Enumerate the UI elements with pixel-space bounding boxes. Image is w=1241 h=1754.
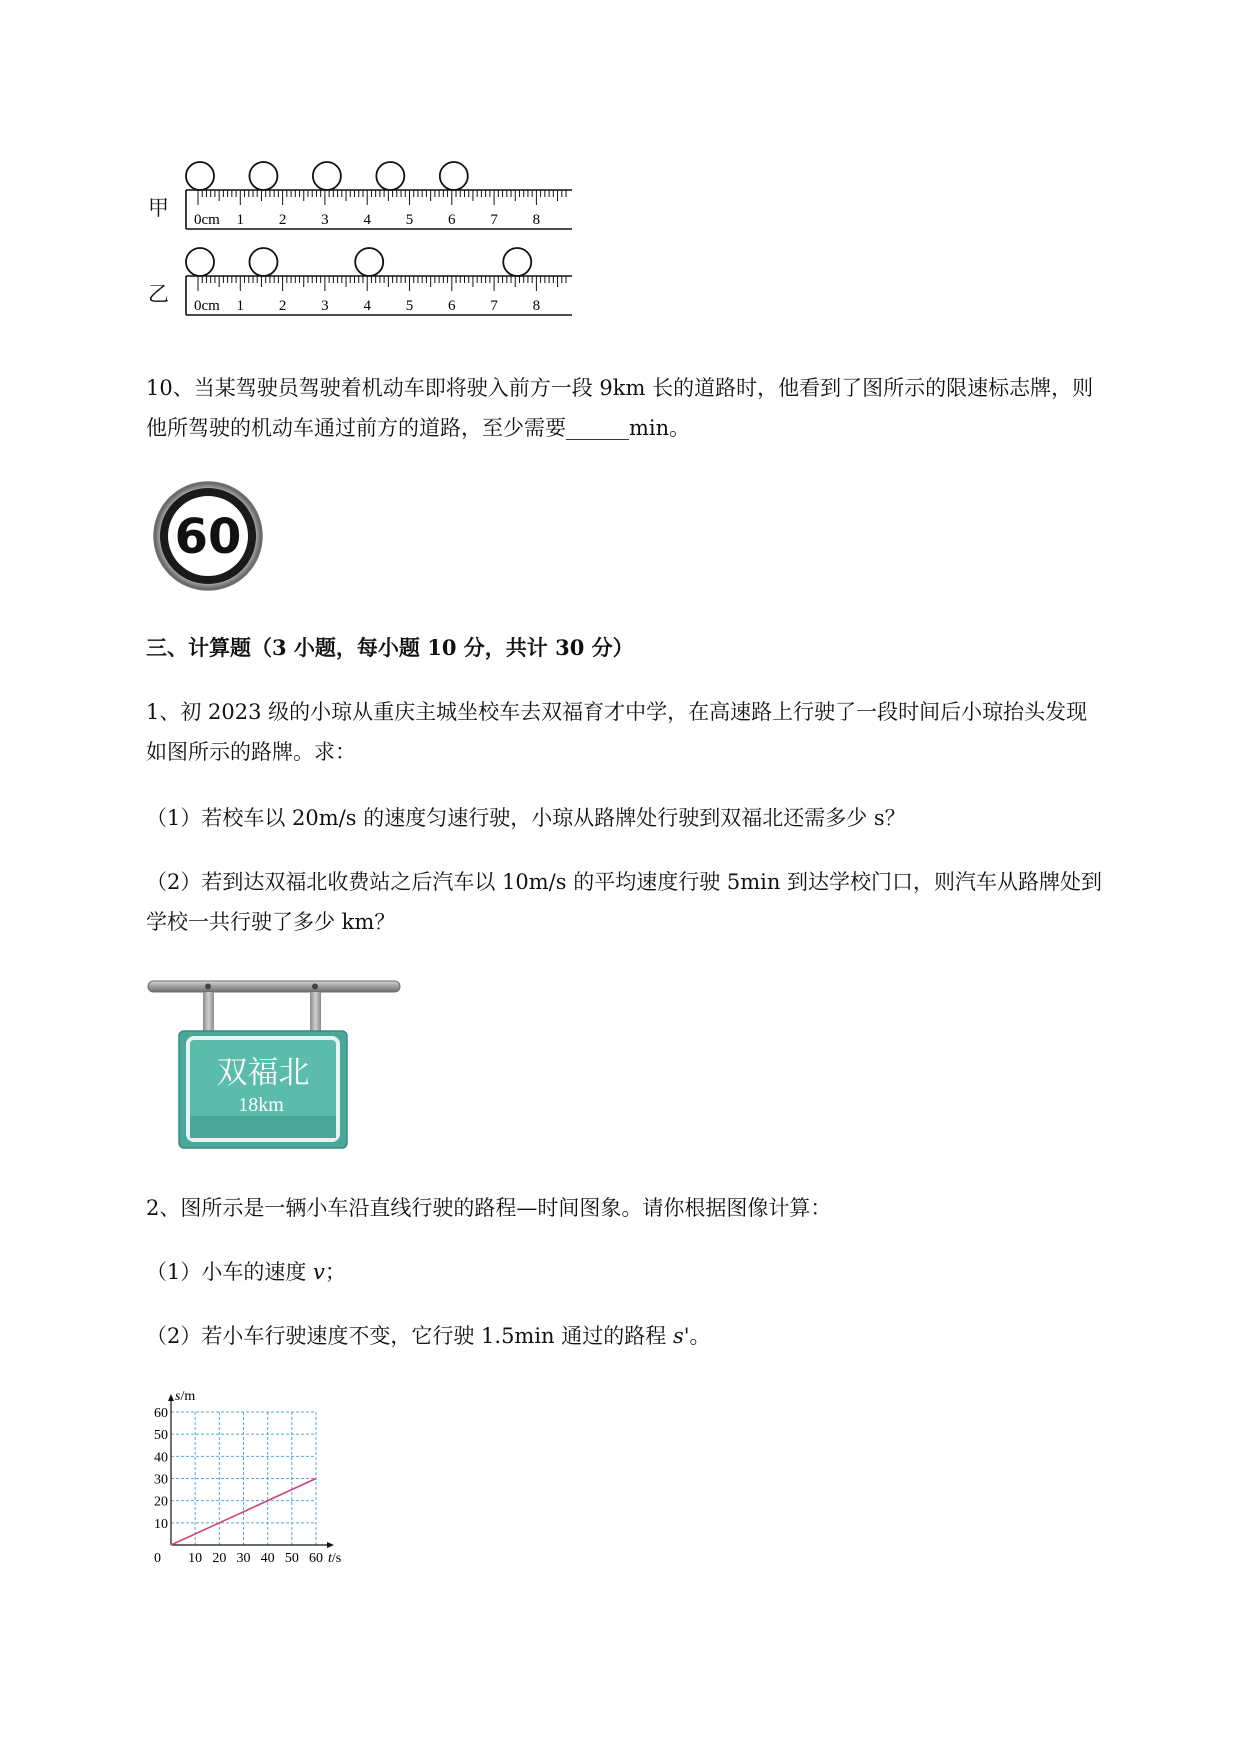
calc-question-2-sub-2 (146, 1316, 1156, 1356)
yi-tick-label: 1 (236, 298, 245, 314)
sign-board-band (190, 1116, 336, 1138)
jia-tick-label: 6 (448, 212, 456, 228)
yi-tick-label: 2 (278, 298, 287, 314)
sign-distance: 18km (238, 1094, 284, 1116)
x-tick-label: 10 (188, 1551, 203, 1566)
x-tick-label: 60 (309, 1551, 323, 1566)
question-10 (146, 368, 1156, 448)
y-tick-label: 50 (154, 1428, 168, 1444)
x-tick-label: 50 (284, 1551, 299, 1566)
calc-question-1-sub-2-line-1: （2）若到达双福北收费站之后汽车以 10m/s 的平均速度行驶 5min 到达学校门口，则汽车从路牌处到 (146, 870, 1103, 894)
question-10-line-2: 他所驾驶的机动车通过前方的道路，至少需要______min。 (146, 416, 691, 440)
jia-tick-label: 2 (278, 212, 287, 228)
y-axis-label: s/m (175, 1389, 196, 1404)
x-tick-label: 40 (260, 1551, 275, 1566)
yi-tick-label: 6 (448, 298, 456, 314)
calc-question-1-sub-1: （1）若校车以 20m/s 的速度匀速行驶，小琼从路牌处行驶到双福北还需多少 s？ (146, 806, 906, 830)
jia-tick-label: 7 (490, 212, 498, 228)
jia-tick-label: 8 (532, 212, 541, 228)
yi-ball (503, 248, 531, 276)
yi-tick-label: 4 (363, 298, 371, 314)
y-tick-label: 10 (154, 1516, 168, 1532)
yi-tick-label: 0cm (194, 298, 220, 314)
y-axis-arrow (168, 1394, 174, 1401)
calc-question-2-sub-2-end: 。 (689, 1324, 711, 1348)
y-tick-label: 20 (154, 1494, 168, 1510)
origin-label: 0 (154, 1551, 161, 1566)
sign-speed-value: 60 (174, 509, 242, 565)
var-s-prime: s' (672, 1324, 690, 1348)
sign-destination: 双福北 (216, 1055, 310, 1091)
jia-tick-label: 4 (363, 212, 371, 228)
x-tick-label: 20 (212, 1551, 227, 1566)
var-v: v (313, 1260, 325, 1284)
jia-ball (376, 162, 404, 190)
calc-question-1-line-1: 1、初 2023 级的小琼从重庆主城坐校车去双福育才中学，在高速路上行驶了一段时间后小琼抬头发现 (146, 700, 1088, 724)
distance-time-chart (140, 1385, 350, 1575)
jia-ball (313, 162, 341, 190)
calc-question-1-sub-2 (146, 862, 1156, 942)
sign-bolt-right (312, 984, 318, 990)
sign-post-left (203, 992, 214, 1031)
sign-bolt-left (205, 984, 211, 990)
calc-question-2-intro: 2、图所示是一辆小车沿直线行驶的路程—时间图象。请你根据图像计算： (146, 1196, 832, 1220)
sign-post-right (310, 992, 321, 1031)
yi-tick-label: 5 (405, 298, 414, 314)
yi-ruler (186, 248, 572, 315)
calc-question-2-sub-1-end: ； (324, 1260, 346, 1284)
jia-tick-label: 1 (236, 212, 245, 228)
ruler-label-yi: 乙 (148, 282, 169, 306)
jia-tick-label: 5 (405, 212, 414, 228)
yi-ball (186, 248, 214, 276)
calc-question-2-sub-2-text: （2）若小车行驶速度不变，它行驶 1.5min 通过的路程 (146, 1324, 673, 1348)
x-axis-label: t/s (328, 1551, 342, 1566)
yi-tick-label: 8 (532, 298, 541, 314)
road-sign (145, 975, 415, 1155)
yi-ball (355, 248, 383, 276)
yi-tick-label: 3 (321, 298, 329, 314)
calc-question-1-sub-2-line-2: 学校一共行驶了多少 km？ (146, 910, 396, 934)
calc-question-1 (146, 692, 1156, 772)
section-3-title: 三、计算题（3 小题，每小题 10 分，共计 30 分） (146, 635, 634, 660)
yi-ball (249, 248, 277, 276)
calc-question-1-line-2: 如图所示的路牌。求： (146, 740, 356, 764)
calc-question-2-sub-1-text: （1）小车的速度 (146, 1260, 314, 1284)
ruler-figure (140, 150, 590, 330)
ruler-drawing (140, 150, 590, 330)
speed-limit-sign (152, 480, 264, 592)
x-axis-arrow (327, 1542, 334, 1548)
jia-ball (249, 162, 277, 190)
ruler-label-jia: 甲 (148, 196, 169, 220)
jia-ruler (186, 162, 572, 229)
jia-tick-label: 0cm (194, 212, 220, 228)
jia-ball (186, 162, 214, 190)
calc-question-2-sub-1 (146, 1252, 1156, 1292)
sign-mount-bar (148, 981, 400, 992)
question-10-line-1: 10、当某驾驶员驾驶着机动车即将驶入前方一段 9km 长的道路时，他看到了图所示的限速标志牌，则 (146, 376, 1094, 400)
y-tick-label: 40 (154, 1450, 168, 1466)
yi-tick-label: 7 (490, 298, 498, 314)
y-tick-label: 30 (154, 1472, 168, 1488)
jia-ball (440, 162, 468, 190)
jia-tick-label: 3 (321, 212, 329, 228)
y-tick-label: 60 (154, 1406, 168, 1421)
x-tick-label: 30 (236, 1551, 251, 1566)
